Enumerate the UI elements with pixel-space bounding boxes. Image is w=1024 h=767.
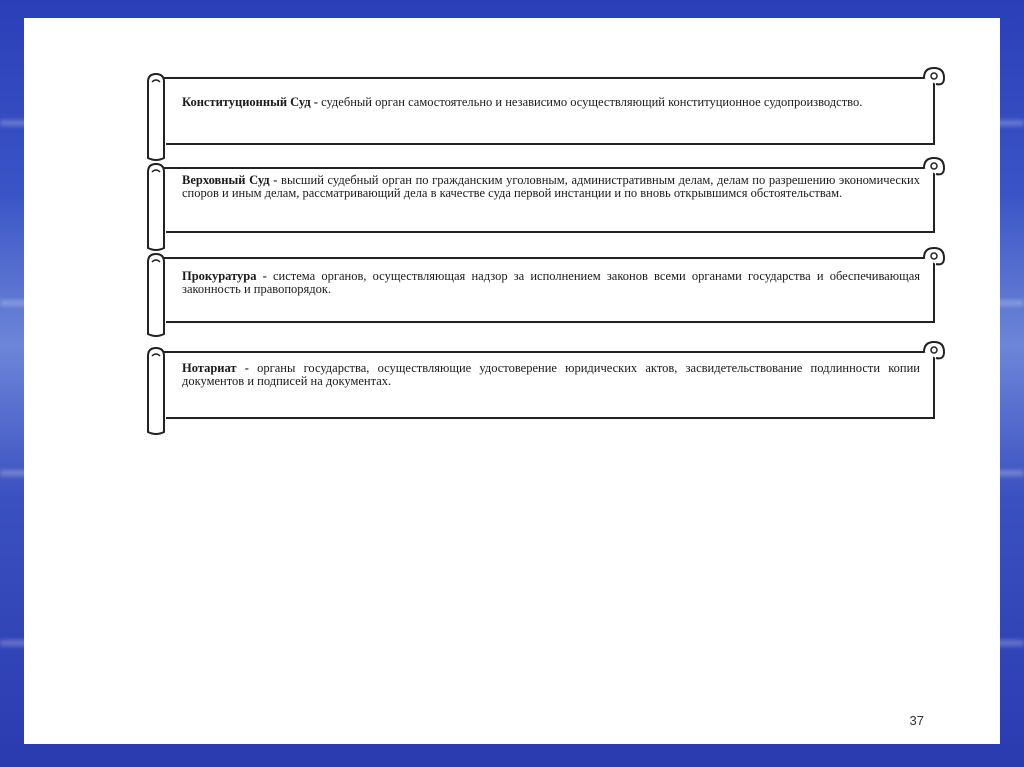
slide <box>24 18 1000 744</box>
definition-body: система органов, осуществляющая надзор за исполнением законов всеми органами государства и обеспечивающая законность и правопорядок. <box>182 269 920 296</box>
definition-body: высший судебный орган по гражданским уголовным, административным делам, делам по разрешению экономических споров и иным делам, рассматривающий дела в качестве суда первой инстанции и по вновь открывшимся обстоятельствам. <box>182 173 920 200</box>
definition-text <box>182 270 920 296</box>
definition-body: судебный орган самостоятельно и независимо осуществляющий конституционное судопроизводство. <box>321 95 863 109</box>
term-label: Конституционный Суд <box>182 95 311 109</box>
definition-text <box>182 96 920 109</box>
scroll-banner-4 <box>144 340 954 436</box>
term-separator: - <box>310 95 322 109</box>
scroll-banner-3 <box>144 246 954 338</box>
scroll-banner-icon <box>144 156 954 254</box>
definition-body: органы государства, осуществляющие удостоверение юридических актов, засвидетельствование подлинности копии документов и подписей на документах. <box>182 361 920 388</box>
term-label: Нотариат <box>182 361 237 375</box>
term-label: Прокуратура <box>182 269 257 283</box>
scroll-banner-2 <box>144 156 954 254</box>
term-label: Верховный Суд <box>182 173 270 187</box>
scroll-banner-icon <box>144 340 954 436</box>
term-separator: - <box>256 269 273 283</box>
page-number: 37 <box>909 713 924 728</box>
definition-text <box>182 174 920 200</box>
term-separator: - <box>269 173 282 187</box>
scroll-banner-icon <box>144 66 954 164</box>
term-separator: - <box>236 361 258 375</box>
scroll-banner-1 <box>144 66 954 164</box>
definition-text <box>182 362 920 388</box>
